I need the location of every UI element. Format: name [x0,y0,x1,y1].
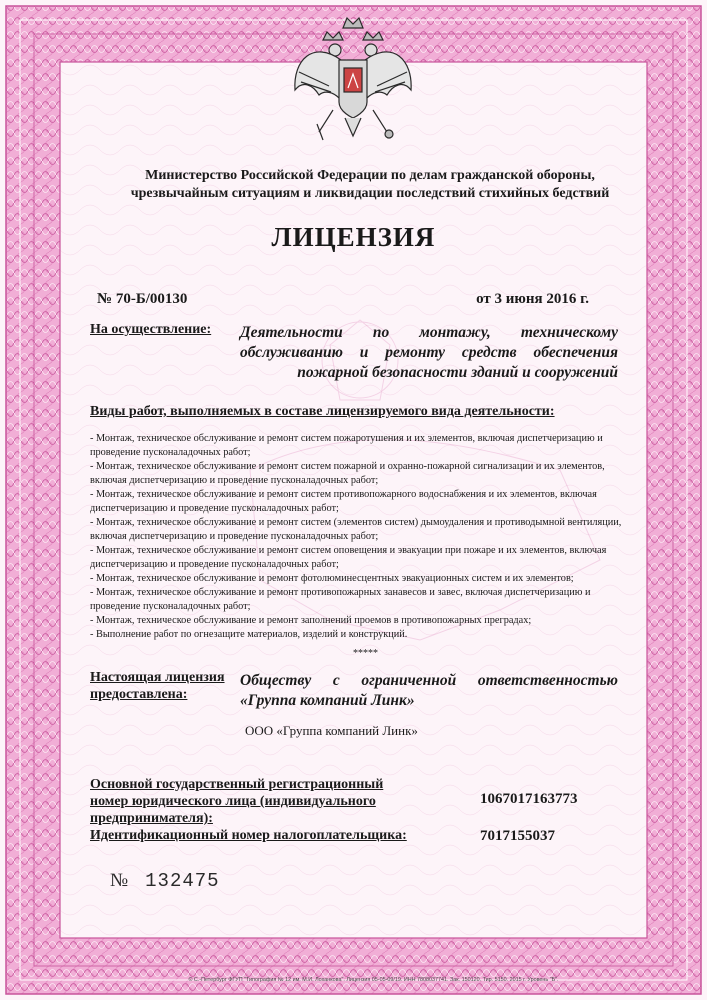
works-list [90,432,625,642]
inn-value: 7017155037 [480,828,555,844]
list-item: - Монтаж, техническое обслуживание и ремонт систем пожарной и охранно-пожарной сигнализации и их элементов, включая диспетчеризацию и проведение пусконаладочных работ; [90,461,605,486]
inn-label: Идентификационный номер налогоплательщика: [90,828,407,843]
list-item: - Монтаж, техническое обслуживание и ремонт систем оповещения и эвакуации при пожаре и их элементов, включая диспетчеризацию и проведение пусконаладочных работ; [90,545,607,570]
section-separator: ***** [353,648,378,659]
ogrn-label-line-2: номер юридического лица (индивидуального [90,794,376,809]
printer-imprint: © С.-Петербург ФГУП "Типография № 12 им. М.И. Лоханкова". Лицензия 05-05-09/19. ИНН 7808037741. Зак. 150120. Тир. 5150. 2015 г. Уровень "Б". [188,977,559,983]
ministry-header [90,167,650,203]
number-sign: № [110,870,130,891]
company-short-name: ООО «Группа компаний Линк» [245,723,418,738]
list-item: - Монтаж, техническое обслуживание и ремонт систем противопожарного водоснабжения и их элементов, включая диспетчеризацию и проведение пусконаладочных работ; [90,489,597,514]
blank-serial-number [110,870,220,892]
granted-value: Обществу с ограниченной ответственностью «Группа компаний Линк» [240,672,618,709]
ogrn-label-line-3: предпринимателя): [90,811,213,826]
list-item: - Монтаж, техническое обслуживание и ремонт систем пожаротушения и их элементов, включая диспетчеризацию и проведение пусконаладочных работ; [90,433,603,458]
ogrn-label [90,776,400,827]
granted-label-line-1: Настоящая лицензия [90,670,225,685]
activity-value: Деятельности по монтажу, техническому обслуживанию и ремонту средств обеспечения пожарной безопасности зданий и сооружений [240,324,618,381]
serial-value: 132475 [145,870,220,892]
granted-label-line-2: предоставлена: [90,687,188,702]
list-item: - Выполнение работ по огнезащите материалов, изделий и конструкций. [90,629,408,640]
ministry-line-2: чрезвычайным ситуациям и ликвидации последствий стихийных бедствий [130,186,610,201]
works-title: Виды работ, выполняемых в составе лицензируемого вида деятельности: [90,404,555,419]
ogrn-label-line-1: Основной государственный регистрационный [90,777,384,792]
license-number: № 70-Б/00130 [97,291,188,307]
list-item: - Монтаж, техническое обслуживание и ремонт фотолюминесцентных эвакуационных систем и их элементов; [90,573,574,584]
list-item: - Монтаж, техническое обслуживание и ремонт заполнений проемов в противопожарных преградах; [90,615,532,626]
license-date: от 3 июня 2016 г. [476,291,589,307]
document-title: ЛИЦЕНЗИЯ [271,222,436,252]
ogrn-value: 1067017163773 [480,791,578,807]
list-item: - Монтаж, техническое обслуживание и ремонт противопожарных занавесов и завес, включая диспетчеризацию и проведение пусконаладочных работ; [90,587,591,612]
ministry-line-1: Министерство Российской Федерации по делам гражданской обороны, [145,168,595,183]
activity-label: На осуществление: [90,322,212,337]
granted-label [90,669,225,703]
list-item: - Монтаж, техническое обслуживание и ремонт систем (элементов систем) дымоудаления и противодымной вентиляции, включая диспетчеризацию и проведение пусконаладочных работ; [90,517,622,542]
